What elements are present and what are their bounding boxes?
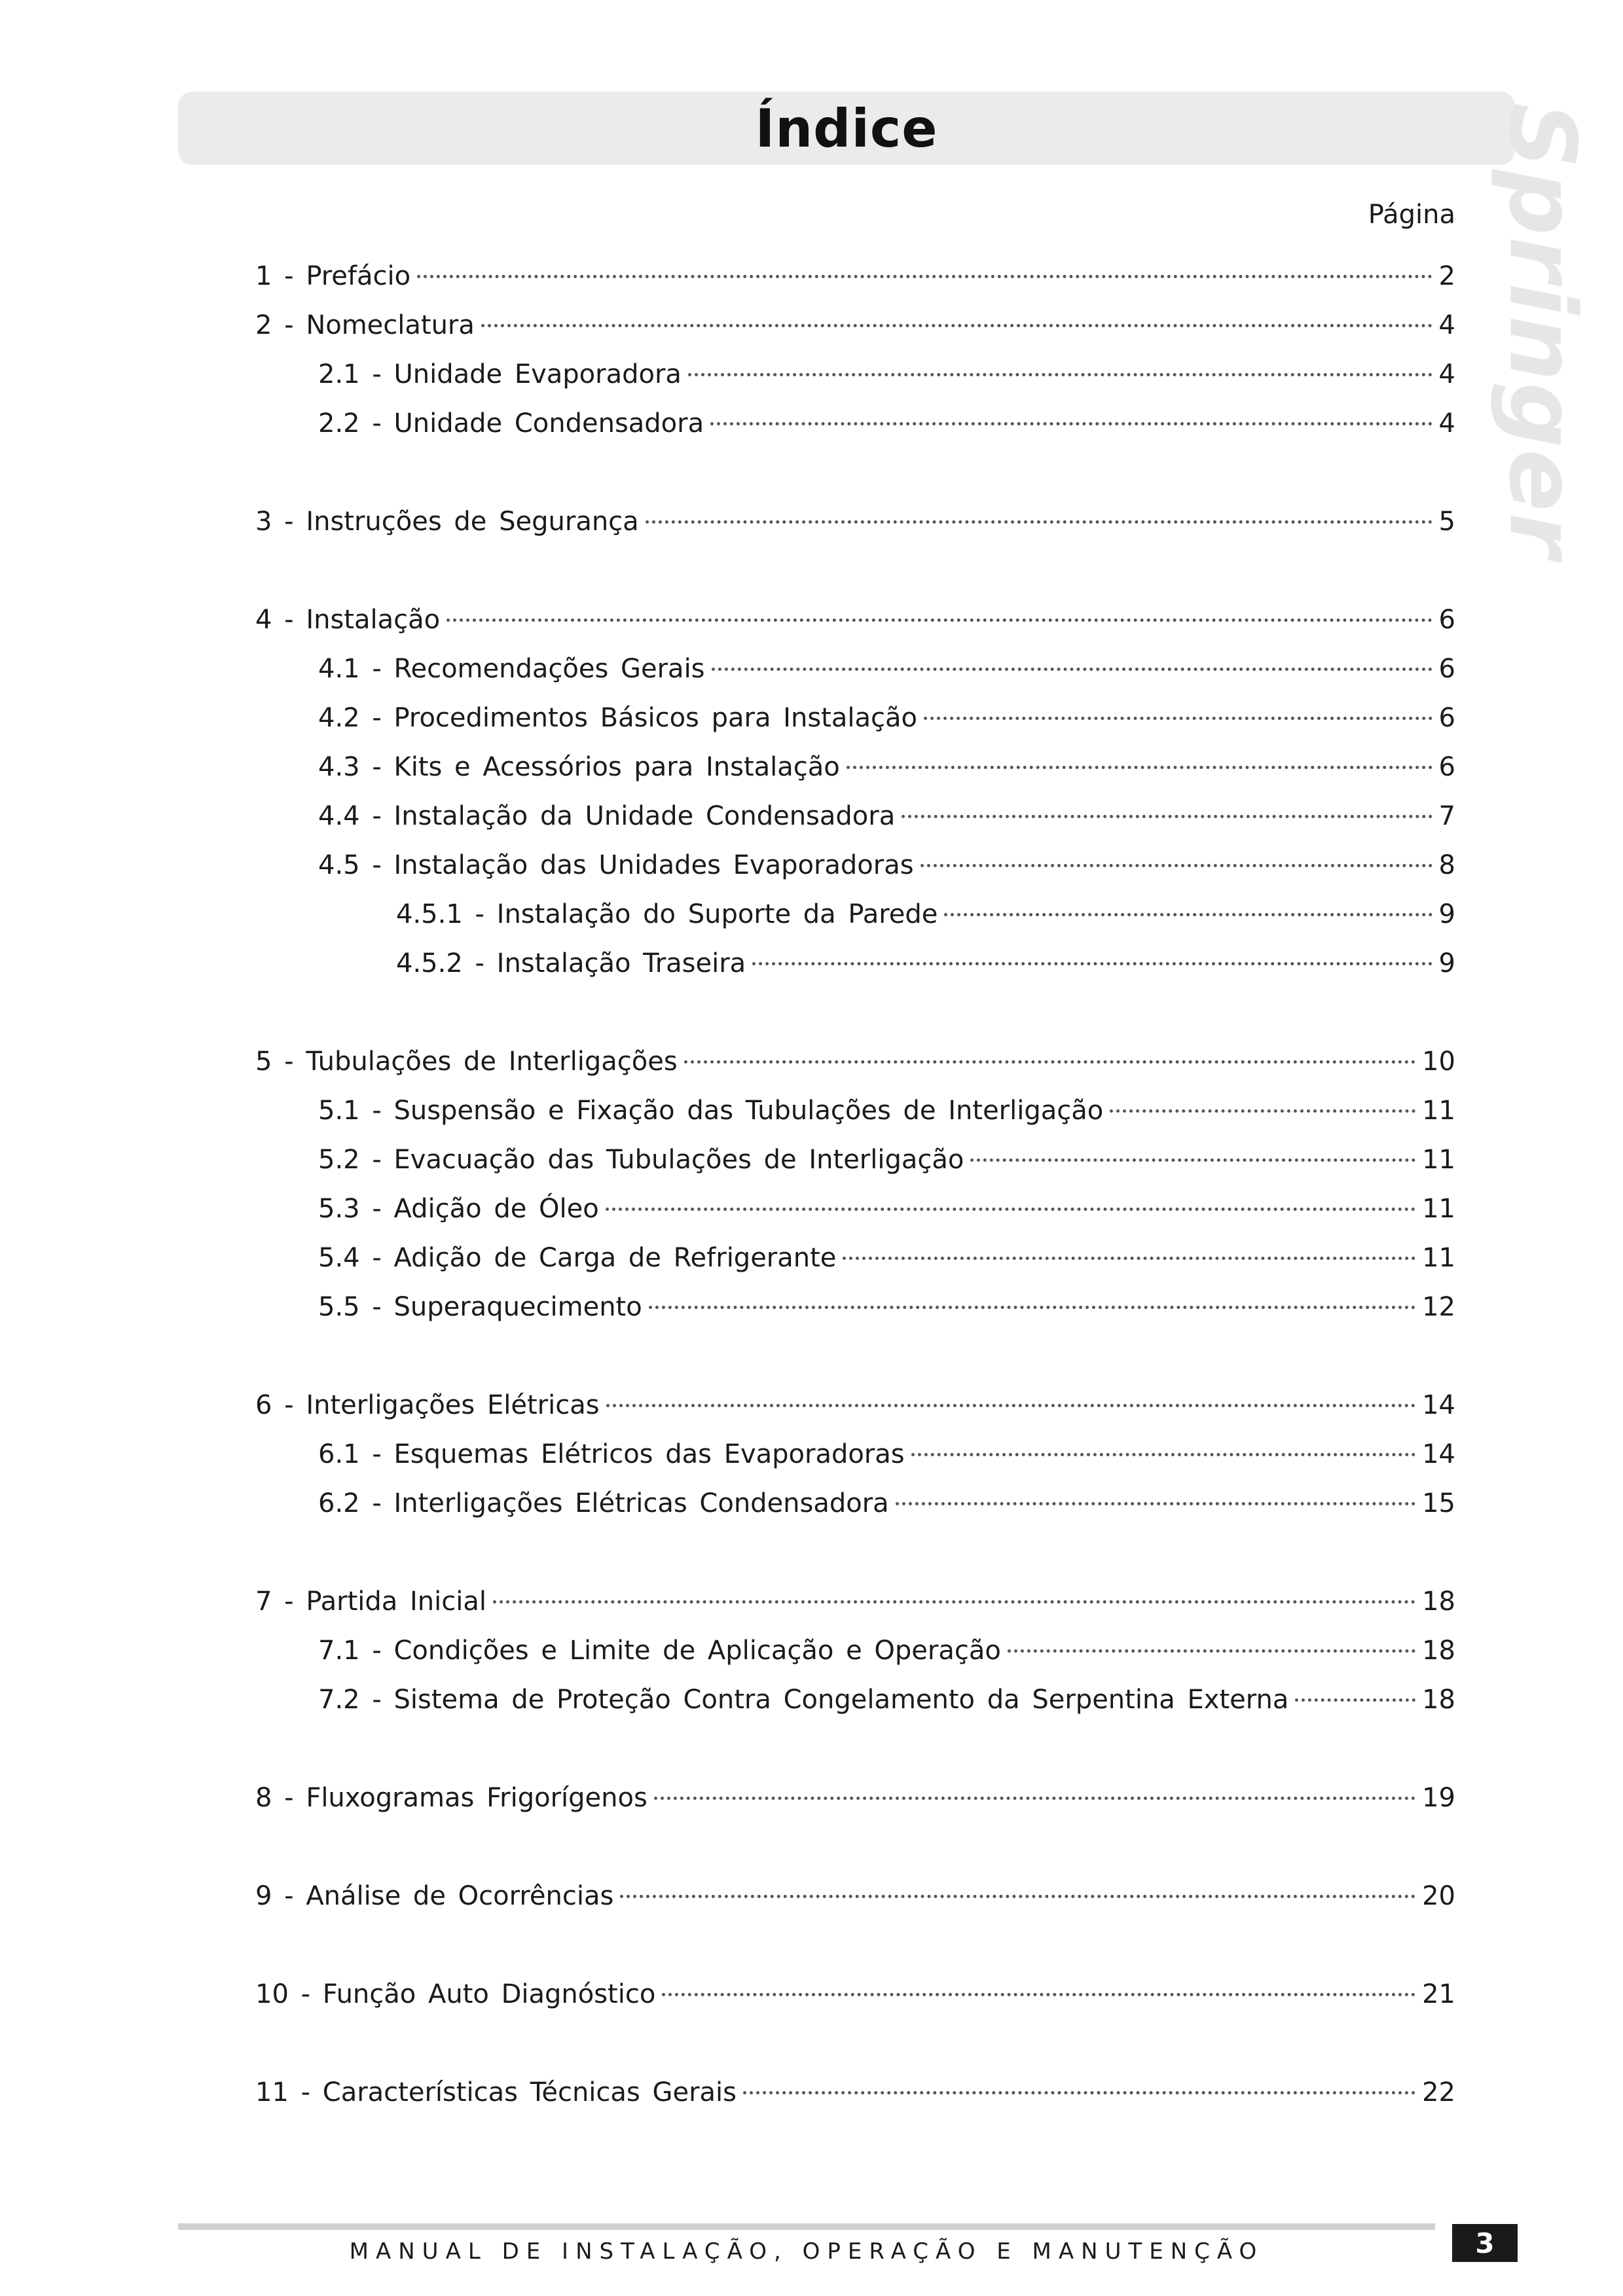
toc-entry-label: 4.1 - Recomendações Gerais [318,654,705,684]
toc-entry-label: 2 - Nomeclatura [255,310,475,340]
toc-entry-label: 5.3 - Adição de Óleo [318,1194,599,1224]
toc-entry-label: 6.2 - Interligações Elétricas Condensadora [318,1488,889,1518]
toc-dot-leader [606,1208,1415,1211]
toc-entry-page: 19 [1422,1783,1455,1813]
toc-entry[interactable] [255,301,1455,350]
toc-dot-leader [710,422,1432,425]
toc-dot-leader [662,1993,1415,1996]
toc-entry-page: 22 [1422,2077,1455,2108]
toc-entry-label: 4.5.1 - Instalação do Suporte da Parede [396,899,938,929]
page-number: 3 [1475,2227,1495,2259]
toc-dot-leader [646,520,1432,524]
toc-entry-page: 5 [1438,507,1455,537]
toc-entry-label: 8 - Fluxogramas Frigorígenos [255,1783,647,1813]
toc-entry-page: 6 [1438,654,1455,684]
toc-entry[interactable] [255,497,1455,547]
toc-dot-leader [902,815,1432,818]
toc-entry-label: 5.4 - Adição de Carga de Refrigerante [318,1243,837,1273]
toc-entry[interactable] [255,1872,1455,1921]
toc-entry[interactable] [255,939,1455,988]
toc-entry[interactable] [255,1283,1455,1332]
toc-entry[interactable] [255,645,1455,694]
table-of-contents [255,252,1455,2117]
brand-watermark: Springer [1488,102,1596,559]
toc-entry-page: 11 [1422,1243,1455,1273]
toc-entry-page: 2 [1438,261,1455,291]
toc-entry[interactable] [255,1970,1455,2019]
toc-entry[interactable] [255,1037,1455,1086]
toc-entry-label: 6.1 - Esquemas Elétricos das Evaporadoras [318,1439,905,1469]
toc-entry[interactable] [255,1676,1455,1725]
toc-entry-label: 4.5 - Instalação das Unidades Evaporadoras [318,850,914,880]
toc-dot-leader [1110,1109,1415,1113]
toc-entry[interactable] [255,252,1455,301]
toc-entry-page: 10 [1422,1047,1455,1077]
toc-entry[interactable] [255,1479,1455,1528]
toc-entry-page: 21 [1422,1979,1455,2009]
toc-entry-page: 20 [1422,1881,1455,1911]
toc-entry[interactable] [255,2068,1455,2117]
toc-dot-leader [649,1306,1415,1309]
toc-dot-leader [684,1060,1415,1064]
toc-entry[interactable] [255,1185,1455,1234]
toc-dot-leader [1008,1649,1415,1653]
toc-entry[interactable] [255,1086,1455,1136]
toc-dot-leader [493,1600,1415,1604]
toc-entry-label: 10 - Função Auto Diagnóstico [255,1979,656,2009]
toc-entry-label: 4.4 - Instalação da Unidade Condensadora [318,801,896,831]
toc-dot-leader [743,2091,1415,2094]
toc-entry-page: 6 [1438,703,1455,733]
toc-dot-leader [712,668,1432,671]
toc-dot-leader [911,1453,1415,1456]
toc-dot-leader [620,1895,1415,1898]
toc-dot-leader [606,1404,1416,1407]
toc-entry-page: 12 [1422,1292,1455,1322]
toc-entry-page: 11 [1422,1194,1455,1224]
toc-entry[interactable] [255,890,1455,939]
toc-entry-page: 6 [1438,605,1455,635]
toc-dot-leader [944,913,1432,916]
toc-dot-leader [921,864,1432,867]
toc-entry[interactable] [255,399,1455,448]
toc-entry-page: 9 [1438,899,1455,929]
toc-entry-page: 9 [1438,948,1455,978]
toc-entry[interactable] [255,841,1455,890]
toc-entry-page: 4 [1438,310,1455,340]
toc-entry[interactable] [255,1774,1455,1823]
toc-entry[interactable] [255,1234,1455,1283]
footer-manual-title: MANUAL DE INSTALAÇÃO, OPERAÇÃO E MANUTENÇÃO [349,2238,1264,2265]
toc-entry-label: 4 - Instalação [255,605,441,635]
toc-dot-leader [847,766,1432,769]
toc-entry-label: 3 - Instruções de Segurança [255,507,639,537]
toc-entry[interactable] [255,694,1455,743]
toc-entry-page: 4 [1438,408,1455,439]
toc-entry-label: 5.2 - Evacuação das Tubulações de Interligação [318,1145,964,1175]
toc-entry-page: 8 [1438,850,1455,880]
toc-entry-label: 4.3 - Kits e Acessórios para Instalação [318,752,840,782]
toc-entry-label: 5 - Tubulações de Interligações [255,1047,678,1077]
toc-entry-page: 14 [1422,1439,1455,1469]
toc-dot-leader [688,373,1432,376]
toc-entry-label: 11 - Características Técnicas Gerais [255,2077,737,2108]
toc-entry-page: 18 [1422,1636,1455,1666]
toc-dot-leader [843,1257,1415,1260]
page-title: Índice [755,98,938,159]
toc-entry-page: 11 [1422,1096,1455,1126]
toc-entry-label: 4.2 - Procedimentos Básicos para Instalação [318,703,917,733]
toc-entry[interactable] [255,1136,1455,1185]
toc-entry-label: 4.5.2 - Instalação Traseira [396,948,746,978]
toc-dot-leader [417,275,1432,278]
toc-dot-leader [896,1502,1415,1505]
toc-entry-label: 2.1 - Unidade Evaporadora [318,359,682,389]
toc-entry-page: 7 [1438,801,1455,831]
toc-entry-label: 6 - Interligações Elétricas [255,1390,600,1420]
toc-dot-leader [447,619,1432,622]
toc-dot-leader [924,717,1432,720]
toc-dot-leader [752,962,1432,965]
toc-dot-leader [481,324,1432,327]
toc-dot-leader [970,1158,1415,1162]
toc-entry[interactable] [255,1577,1455,1626]
toc-entry-label: 1 - Prefácio [255,261,411,291]
toc-entry[interactable] [255,743,1455,792]
footer-divider [178,2223,1435,2230]
title-bar [178,92,1515,165]
toc-dot-leader [654,1797,1415,1800]
toc-entry-label: 9 - Análise de Ocorrências [255,1881,614,1911]
toc-entry[interactable] [255,596,1455,645]
page-number-badge [1452,2224,1518,2262]
toc-entry[interactable] [255,350,1455,399]
page-column-header: Página [1368,200,1455,230]
toc-entry[interactable] [255,1626,1455,1676]
toc-entry-page: 14 [1422,1390,1455,1420]
toc-entry-label: 5.5 - Superaquecimento [318,1292,642,1322]
toc-entry-label: 7.1 - Condições e Limite de Aplicação e Operação [318,1636,1001,1666]
toc-entry-page: 4 [1438,359,1455,389]
toc-entry-page: 18 [1422,1685,1455,1715]
toc-entry-page: 11 [1422,1145,1455,1175]
toc-entry-page: 15 [1422,1488,1455,1518]
toc-entry-label: 2.2 - Unidade Condensadora [318,408,704,439]
toc-entry-label: 7.2 - Sistema de Proteção Contra Congelamento da Serpentina Externa [318,1685,1289,1715]
toc-entry-label: 7 - Partida Inicial [255,1587,486,1617]
toc-entry-page: 6 [1438,752,1455,782]
toc-entry[interactable] [255,1430,1455,1479]
toc-entry-page: 18 [1422,1587,1455,1617]
toc-entry[interactable] [255,792,1455,841]
toc-dot-leader [1295,1698,1415,1702]
toc-entry-label: 5.1 - Suspensão e Fixação das Tubulações de Interligação [318,1096,1104,1126]
brand-logo [1488,102,1596,559]
toc-entry[interactable] [255,1381,1455,1430]
